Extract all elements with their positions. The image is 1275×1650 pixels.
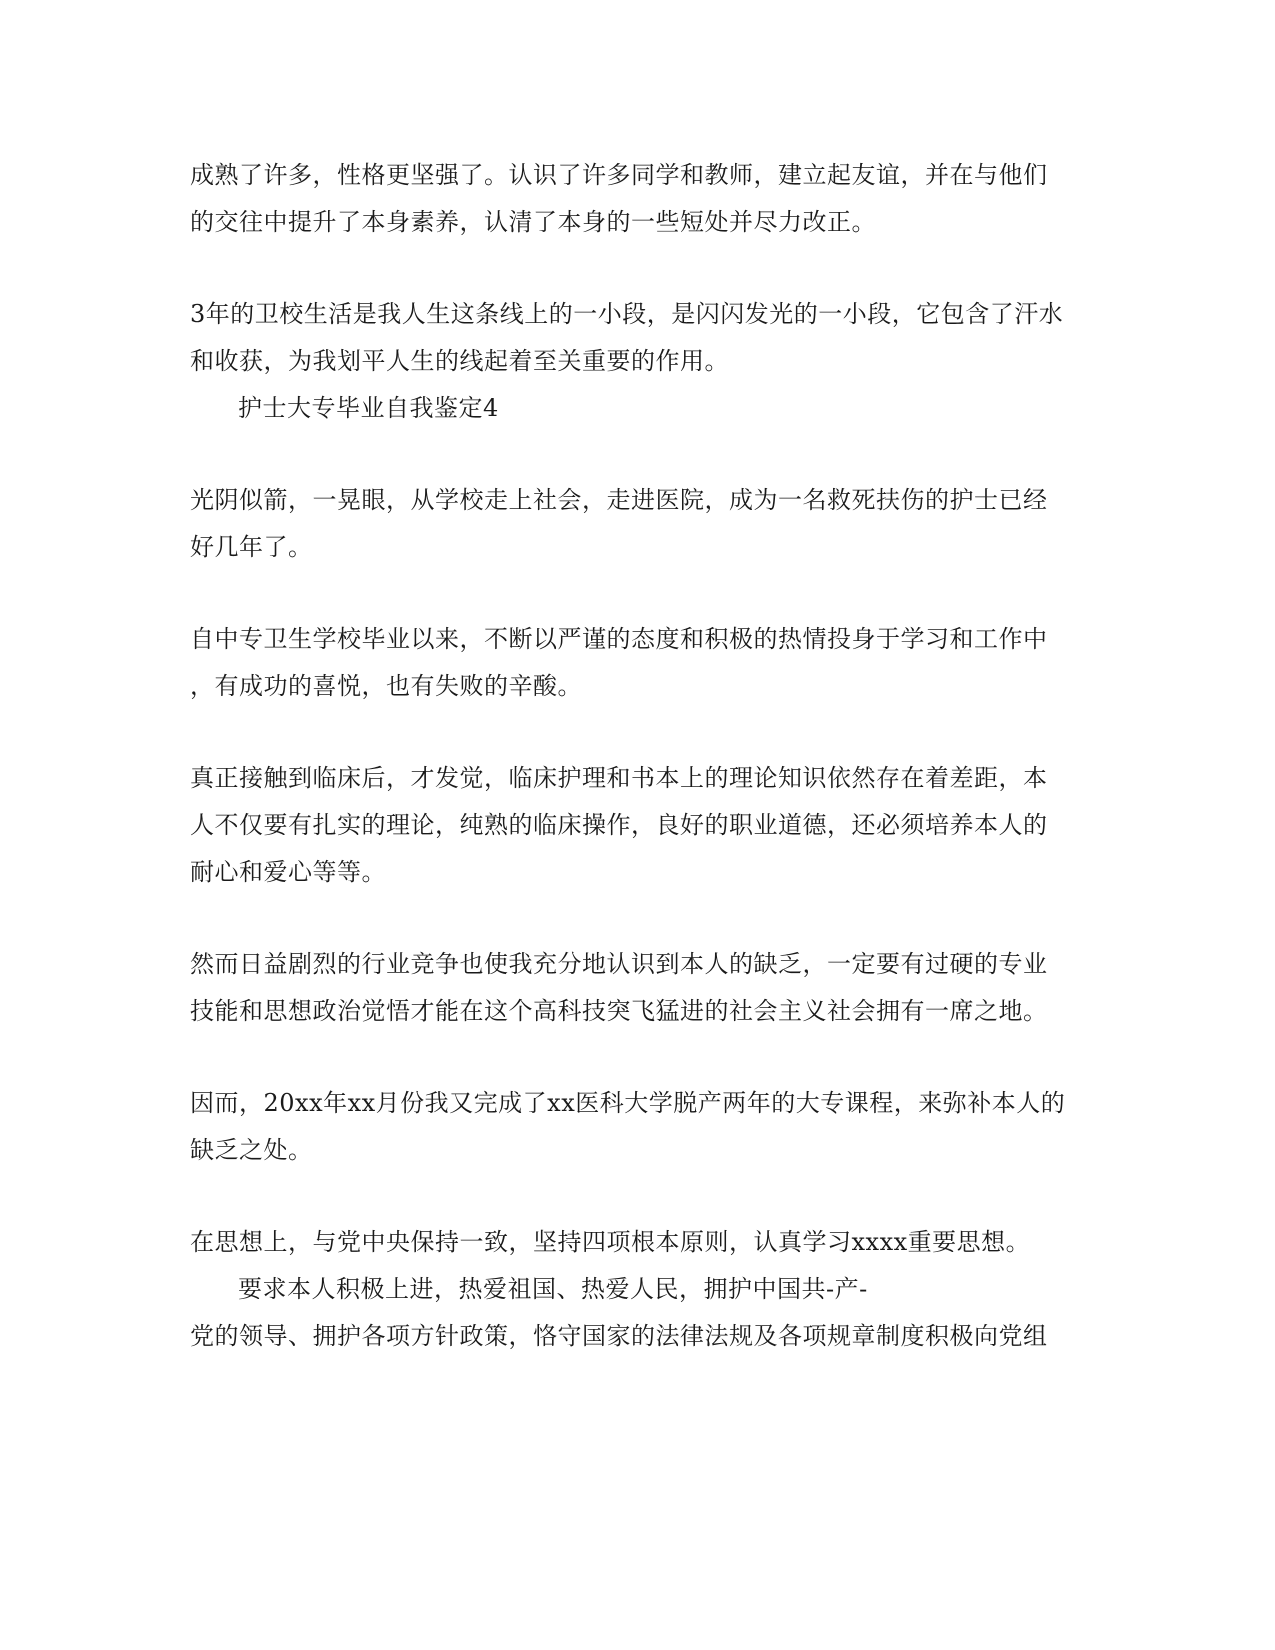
text-line: 成熟了许多，性格更坚强了。认识了许多同学和教师，建立起友谊，并在与他们 xyxy=(190,161,1048,189)
text-line: 光阴似箭，一晃眼，从学校走上社会，走进医院，成为一名救死扶伤的护士已经 xyxy=(190,486,1048,514)
text-line: 人不仅要有扎实的理论，纯熟的临床操作，良好的职业道德，还必须培养本人的 xyxy=(190,811,1048,839)
text-line: 技能和思想政治觉悟才能在这个高科技突飞猛进的社会主义社会拥有一席之地。 xyxy=(190,997,1048,1025)
text-line: 然而日益剧烈的行业竞争也使我充分地认识到本人的缺乏，一定要有过硬的专业 xyxy=(190,950,1048,978)
text-line: 要求本人积极上进，热爱祖国、热爱人民，拥护中国共-产- xyxy=(238,1275,868,1303)
text-line: 党的领导、拥护各项方针政策，恪守国家的法律法规及各项规章制度积极向党组 xyxy=(190,1322,1048,1350)
text-line: 缺乏之处。 xyxy=(190,1136,313,1164)
text-line: 自中专卫生学校毕业以来，不断以严谨的态度和积极的热情投身于学习和工作中 xyxy=(190,625,1048,653)
text-line: 和收获，为我划平人生的线起着至关重要的作用。 xyxy=(190,347,729,375)
text-line: 真正接触到临床后，才发觉，临床护理和书本上的理论知识依然存在着差距，本 xyxy=(190,764,1048,792)
text-line: 在思想上，与党中央保持一致，坚持四项根本原则，认真学习xxxx重要思想。 xyxy=(190,1228,1031,1256)
text-line: 3年的卫校生活是我人生这条线上的一小段，是闪闪发光的一小段，它包含了汗水 xyxy=(190,300,1064,328)
section-heading: 护士大专毕业自我鉴定4 xyxy=(238,394,499,422)
text-line: 的交往中提升了本身素养，认清了本身的一些短处并尽力改正。 xyxy=(190,208,876,236)
text-line: 因而，20xx年xx月份我又完成了xx医科大学脱产两年的大专课程，来弥补本人的 xyxy=(190,1089,1066,1117)
text-line: ，有成功的喜悦，也有失败的辛酸。 xyxy=(190,672,582,700)
text-line: 好几年了。 xyxy=(190,533,313,561)
text-line: 耐心和爱心等等。 xyxy=(190,858,386,886)
